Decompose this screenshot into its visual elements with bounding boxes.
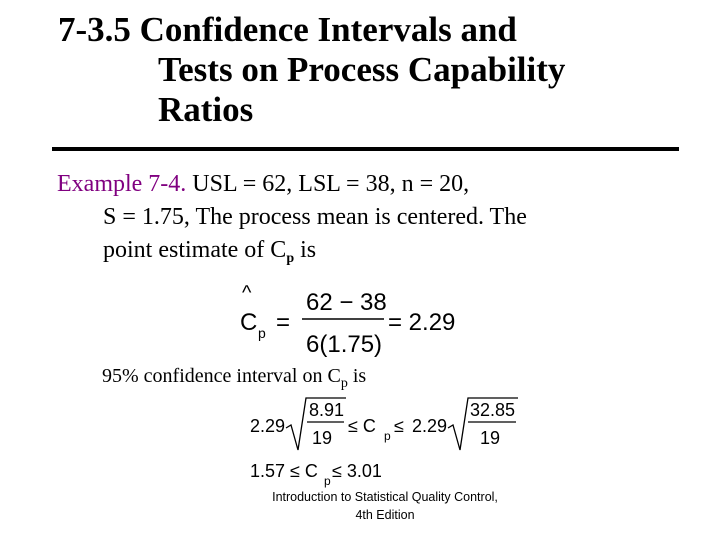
lower-denominator: 19 xyxy=(312,428,333,448)
ci-text: 95% confidence interval on C xyxy=(102,365,341,387)
le-sign: ≤ xyxy=(394,416,404,436)
point-estimate-equation xyxy=(236,282,476,362)
footer-citation xyxy=(220,488,550,524)
title-divider xyxy=(52,147,679,151)
slide-title xyxy=(58,10,698,130)
example-line-3-text: point estimate of C xyxy=(103,237,287,263)
title-line-3: Ratios xyxy=(158,90,254,129)
example-line-3 xyxy=(57,234,677,270)
result-upper: ≤ 3.01 xyxy=(332,461,382,481)
result-lower: 1.57 ≤ C xyxy=(250,461,318,481)
cp-middle-subscript: p xyxy=(384,429,391,443)
footer-line-1: Introduction to Statistical Quality Control, xyxy=(272,490,498,504)
upper-coefficient: 2.29 xyxy=(412,416,448,436)
example-given-values: USL = 62, LSL = 38, n = 20, xyxy=(186,171,470,197)
example-line-1 xyxy=(57,168,677,201)
ci-text-end: is xyxy=(347,365,367,387)
title-line-2: Tests on Process Capability xyxy=(158,50,566,89)
cp-hat-subscript: p xyxy=(258,325,266,341)
interval-result-equation xyxy=(250,455,410,489)
lower-coefficient: 2.29 xyxy=(250,416,286,436)
example-label: Example 7-4. xyxy=(57,171,187,197)
upper-numerator: 32.85 xyxy=(470,400,516,420)
ci-cp-subscript: p xyxy=(340,376,348,391)
numerator: 62 − 38 xyxy=(306,289,387,316)
footer-line-2: 4th Edition xyxy=(355,508,415,522)
hat-symbol: ^ xyxy=(242,282,252,304)
upper-denominator: 19 xyxy=(480,428,501,448)
equals-sign: = xyxy=(276,309,291,336)
point-estimate-result: = 2.29 xyxy=(388,309,456,336)
example-text xyxy=(57,168,677,270)
cp-middle: ≤ C xyxy=(348,416,376,436)
result-subscript: p xyxy=(324,474,331,488)
cp-hat-symbol: C xyxy=(240,309,258,336)
ci-description xyxy=(102,363,366,392)
example-line-3-end: is xyxy=(294,237,317,263)
lower-numerator: 8.91 xyxy=(309,400,345,420)
cp-subscript: p xyxy=(286,251,295,266)
example-line-2: S = 1.75, The process mean is centered. The xyxy=(103,204,527,230)
title-line-1: 7-3.5 Confidence Intervals and xyxy=(58,10,517,49)
denominator: 6(1.75) xyxy=(306,331,383,358)
confidence-interval-equation xyxy=(246,392,536,456)
